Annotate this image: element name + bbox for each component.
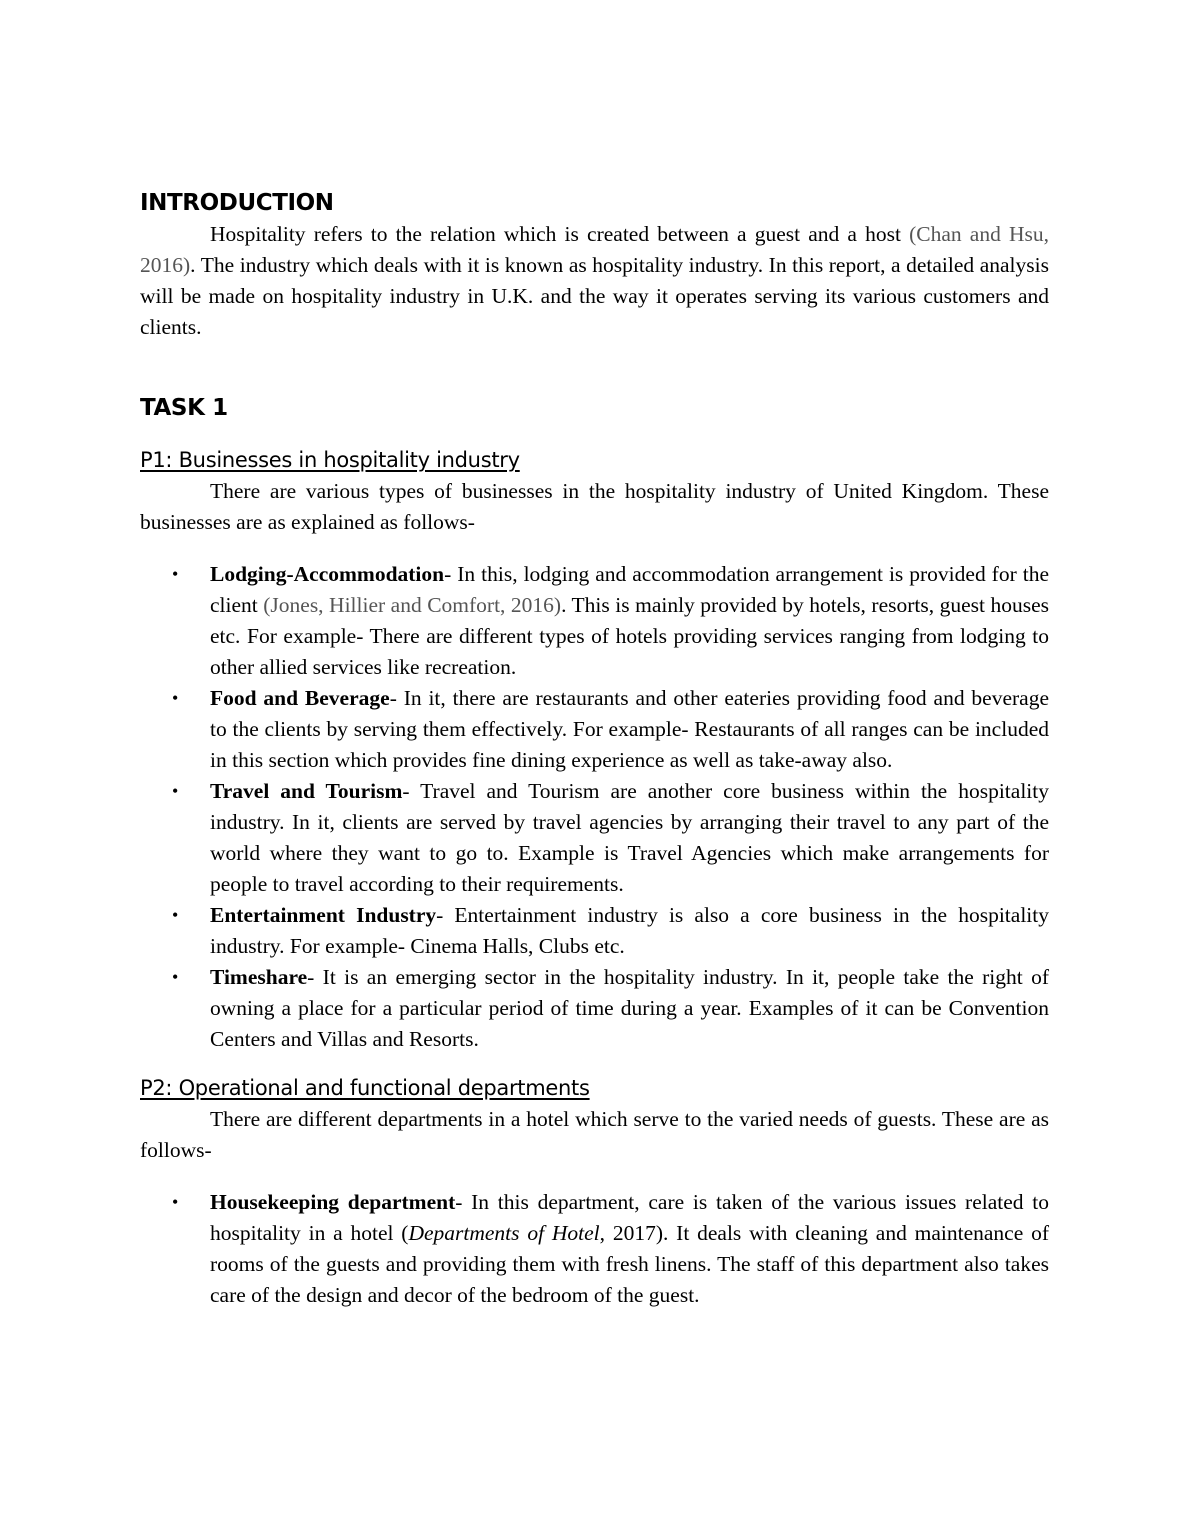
introduction-text: Hospitality refers to the relation which is created between a guest and a host (210, 222, 910, 246)
p1-business-list (140, 559, 1049, 1055)
spacer (140, 343, 1049, 393)
item-term: Entertainment Industry (210, 903, 437, 927)
bullet-icon: • (172, 781, 179, 801)
bullet-icon: • (172, 905, 179, 925)
item-text: - Travel and Tourism are another core business within the hospitality industry. In it, clients are served by travel agencies by arranging their travel to any part of the world where they want to go to. Example is Travel Agencies which make arrangements for people to travel according to their requirements. (210, 779, 1049, 896)
item-text: - In this department, care is taken of the various issues related to hospitality in a hotel ( (210, 1190, 1049, 1245)
item-text: - Entertainment industry is also a core business in the hospitality industry. For example- Cinema Halls, Clubs etc. (210, 903, 1049, 958)
p1-heading: P1: Businesses in hospitality industry (140, 448, 520, 472)
list-item (140, 683, 1049, 776)
item-term: Timeshare (210, 965, 308, 989)
introduction-text: . The industry which deals with it is known as hospitality industry. In this report, a detailed analysis will be made on hospitality industry in U.K. and the way it operates serving its various customers and clients. (140, 253, 1049, 339)
item-text: - In this, lodging and accommodation arrangement is provided for the client (210, 562, 1049, 617)
introduction-paragraph (140, 219, 1049, 343)
item-term: Travel and Tourism (210, 779, 403, 803)
item-term: Lodging-Accommodation (210, 562, 445, 586)
item-text: - It is an emerging sector in the hospitality industry. In it, people take the right of owning a place for a particular period of time during a year. Examples of it can be Convention Centers and Villas and Resorts. (210, 965, 1049, 1051)
bullet-icon: • (172, 1192, 179, 1212)
item-term: Food and Beverage (210, 686, 390, 710)
citation: (Jones, Hillier and Comfort, 2016) (263, 593, 562, 617)
bullet-icon: • (172, 564, 179, 584)
list-item (140, 559, 1049, 683)
bullet-icon: • (172, 688, 179, 708)
list-item (140, 776, 1049, 900)
p2-intro: There are different departments in a hotel which serve to the varied needs of guests. These are as follows- (140, 1107, 1049, 1162)
p1-intro: There are various types of businesses in the hospitality industry of United Kingdom. These businesses are as explained as follows- (140, 479, 1049, 534)
task1-heading: TASK 1 (140, 395, 228, 421)
item-text: . This is mainly provided by hotels, resorts, guest houses etc. For example- There are different types of hotels providing services ranging from lodging to other allied services like recreation. (210, 593, 1049, 679)
spacer (140, 1166, 1049, 1187)
spacer (140, 1055, 1049, 1073)
citation: (Chan and Hsu, 2016) (140, 222, 1049, 277)
p2-department-list (140, 1187, 1049, 1311)
item-text: , 2017). It deals with cleaning and maintenance of rooms of the guests and providing them with fresh linens. The staff of this department also takes care of the design and decor of the bedroom of the guest. (210, 1221, 1049, 1307)
bullet-icon: • (172, 967, 179, 987)
item-text: - In it, there are restaurants and other eateries providing food and beverage to the clients by serving them effectively. For example- Restaurants of all ranges can be included in this section which provides fine dining experience as well as take-away also. (210, 686, 1049, 772)
document-body (140, 188, 1049, 1311)
list-item (140, 962, 1049, 1055)
spacer (140, 538, 1049, 559)
list-item (140, 900, 1049, 962)
introduction-heading: INTRODUCTION (140, 190, 334, 216)
p2-heading: P2: Operational and functional departments (140, 1076, 590, 1100)
spacer (140, 424, 1049, 445)
citation-italic: Departments of Hotel (408, 1221, 600, 1245)
list-item (140, 1187, 1049, 1311)
item-term: Housekeeping department (210, 1190, 456, 1214)
